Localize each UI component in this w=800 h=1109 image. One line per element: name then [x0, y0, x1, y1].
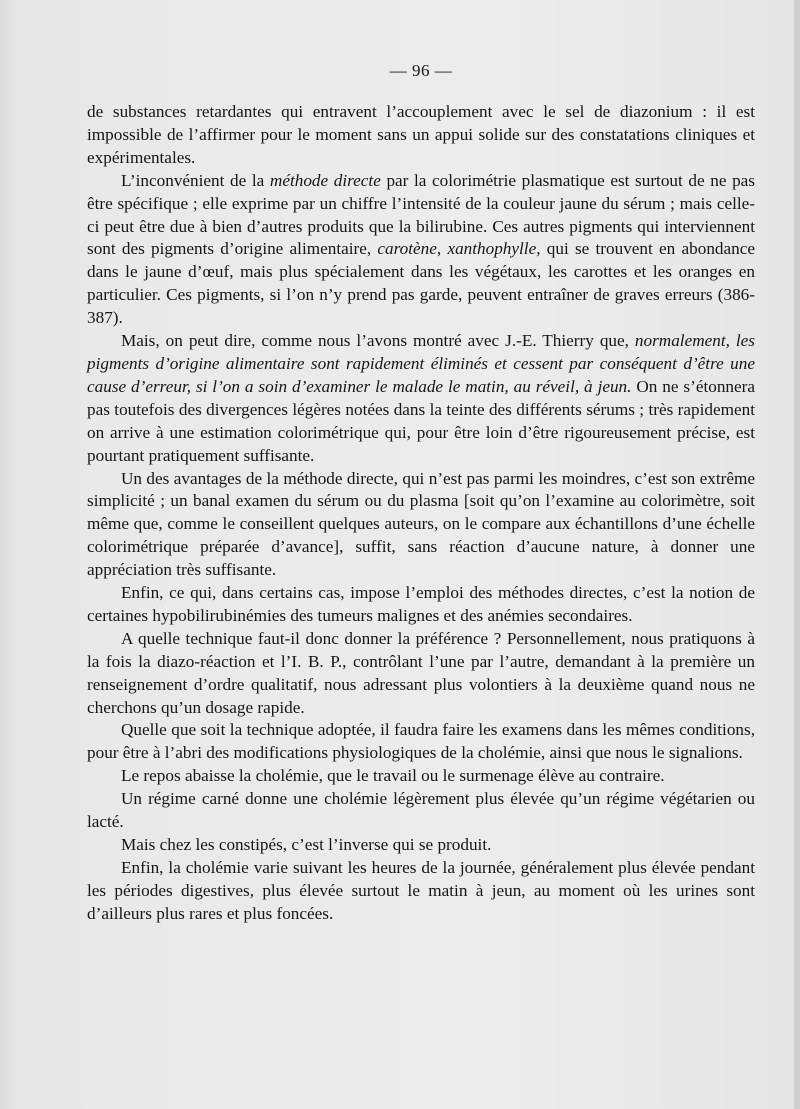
paragraph-methode-directe [87, 170, 755, 330]
italic-text-run: carotène, xanthophylle, [377, 239, 541, 259]
italic-text-run: normalement, les pigments d’origine alimentaire sont rapidement éliminés et cessent par conséquent d’être une cause d’erreur, si l’on a soin d’examiner le malade le matin, au réveil, à jeun. [87, 331, 755, 396]
paragraph-pigments-alimentaires [87, 330, 755, 467]
body-text [87, 101, 755, 926]
text-run: Un régime carné donne une cholémie légèrement plus élevée qu’un régime végétarien ou lacté. [87, 789, 755, 832]
text-run: de substances retardantes qui entravent l’accouplement avec le sel de diazonium : il est impossible de l’affirmer pour le moment sans un appui solide sur des constatations cliniques et expérimentales. [87, 102, 755, 167]
paragraph-avantages [87, 468, 755, 583]
text-run: par la colorimétrie plasmatique est surtout de ne pas être spécifique ; elle exprime par un chiffre l’intensité de la couleur jaune du sérum ; mais celle-ci peut être due à bien d’autres produits que la bilirubine. Ces autres pigments qui interviennent sont des pigments d’origine alimentaire, [87, 170, 755, 259]
page-number-text: — 96 — [389, 61, 453, 80]
paragraph-regime [87, 788, 755, 834]
text-run: A quelle technique faut-il donc donner la préférence ? Personnellement, nous pratiquons à la fois la diazo-réaction et l’I. B. P., contrôlant l’une par l’autre, demandant à la première un renseignement d’ordre qualitatif, nous adressant plus volontiers à la deuxième quand nous ne cherchons qu’un dosage rapide. [87, 628, 755, 717]
text-run: Enfin, la cholémie varie suivant les heures de la journée, généralement plus élevée pendant les périodes digestives, plus élevée surtout le matin à jeun, au moment où les urines sont d’ailleurs plus rares et plus foncées. [87, 857, 755, 923]
text-run: L’inconvénient de la [121, 170, 270, 190]
page-number [87, 60, 755, 82]
text-run: On ne s’étonnera pas toutefois des divergences légères notées dans la teinte des différents sérums ; très rapidement on arrive à une estimation colorimétrique qui, pour être loin d’être rigoureusement précise, est pourtant pratiquement suffisante. [87, 376, 755, 465]
document-page [87, 60, 755, 926]
page-edge-shadow [794, 0, 800, 1109]
text-run: Enfin, ce qui, dans certains cas, impose l’emploi des méthodes directes, c’est la notion de certaines hypobilirubinémies des tumeurs malignes et des anémies secondaires. [87, 583, 755, 625]
text-run: Mais chez les constipés, c’est l’inverse qui se produit. [121, 835, 492, 854]
text-run: Le repos abaisse la cholémie, que le travail ou le surmenage élève au contraire. [121, 766, 665, 786]
paragraph-constipes [87, 834, 755, 857]
text-run: Mais, on peut dire, comme nous l’avons montré avec J.-E. Thierry que, [121, 331, 635, 351]
paragraph-conditions [87, 719, 755, 765]
paragraph-repos [87, 765, 755, 788]
text-run: qui se trouvent en abondance dans le jaune d’œuf, mais plus spécialement dans les végétaux, les carottes et les oranges en particulier. Ces pigments, si l’on n’y prend pas garde, peuvent entraîner de graves erreurs (386-387). [87, 239, 755, 328]
paragraph-hypobilirubinemies [87, 582, 755, 628]
text-run: Un des avantages de la méthode directe, qui n’est pas parmi les moindres, c’est son extrême simplicité ; un banal examen du sérum ou du plasma [soit qu’on l’examine au colorimètre, soit même que, comme le conseillent quelques auteurs, on le compare aux échantillons d’une échelle colorimétrique préparée d’avance], suffit, sans réaction d’aucune nature, à donner une appréciation très suffisante. [87, 468, 755, 580]
paragraph-preference [87, 628, 755, 720]
paragraph-heures [87, 857, 755, 926]
text-run: Quelle que soit la technique adoptée, il faudra faire les examens dans les mêmes conditions, pour être à l’abri des modifications physiologiques de la cholémie, ainsi que nous le signalions. [87, 720, 755, 763]
paragraph-continuation [87, 101, 755, 170]
italic-text-run: méthode directe [269, 170, 381, 190]
